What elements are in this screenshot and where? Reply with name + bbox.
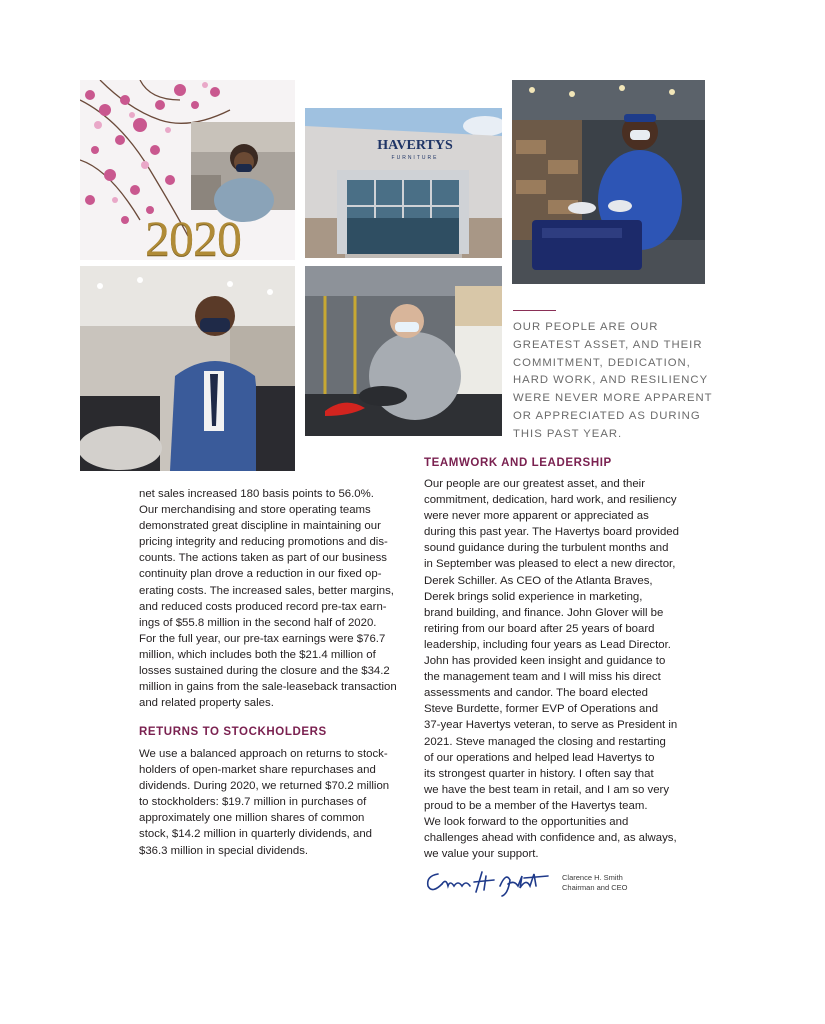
returns-paragraph: We use a balanced approach on returns to stock- holders of open-market share repurchases and dividends. During 2020, we returned $70.2 million to stockholders: $19.7 million in purchases of approximately one million shares of common stock, $14.2 million in quarterly dividends, and $36.3 million in special dividends.	[139, 748, 390, 857]
intro-paragraph: net sales increased 180 basis points to 56.0%. Our merchandising and store operating teams demonstrated great discipline in maintaining our pricing integrity and reducing promotions and dis- counts. The actions taken as part of our business continuity plan drove a reduction in our fixed op- erating costs. The increased sales, better margins, and reduced costs produced record pre-tax earn- ings of $55.8 million in the second half of 2020. For the full year, our pre-tax earnings were $76.7 million, which includes both the $21.4 million of losses sustained during the closure and the $34.2 million in gains from the sale-leaseback transaction and related property sales.	[139, 488, 397, 710]
storefront-illustration	[305, 108, 502, 258]
distribution-worker-photo	[305, 266, 502, 436]
distribution-worker-illustration	[305, 266, 502, 436]
storefront-photo	[305, 108, 502, 258]
storefront-sign: HAVERTYS	[377, 138, 453, 153]
pull-quote-rule	[513, 310, 556, 311]
signature-image	[424, 866, 554, 898]
returns-heading: RETURNS TO STOCKHOLDERS	[139, 726, 327, 738]
signatory-title: Chairman and CEO	[562, 883, 628, 892]
pull-quote: OUR PEOPLE ARE OUR GREATEST ASSET, AND THEIR COMMITMENT, DEDICATION, HARD WORK, AND RESILIENCY WERE NEVER MORE APPARENT OR APPRECIATED AS DURING THIS PAST YEAR.	[513, 321, 713, 440]
teamwork-paragraph: Our people are our greatest asset, and their commitment, dedication, hard work, and resiliency were never more apparent or appreciated as during this past year. The Havertys board provided sound guidance during the turbulent months and in September was pleased to elect a new director, Derek Schiller. As CEO of the Atlanta Braves, Derek brings solid experience in marketing, brand building, and finance. John Glover will be retiring from our board after 25 years of board leadership, including four years as Lead Director. John has provided keen insight and guidance to the management team and I will miss his direct assessments and candor. The board elected Steve Burdette, former EVP of Operations and 37-year Havertys veteran, to serve as President in 2021. Steve managed the closing and restarting of our operations and helped lead Havertys to its strongest quarter in history. I often say that we have the best team in retail, and I am so very proud to be a member of the Havertys team. We look forward to the opportunities and challenges ahead with confidence and, as always, we value your support.	[424, 478, 679, 861]
signatory-name: Clarence H. Smith	[562, 873, 623, 882]
warehouse-worker-photo	[512, 80, 705, 284]
warehouse-worker-illustration	[512, 80, 705, 284]
year-title: 2020	[145, 210, 241, 266]
signature-scribble	[424, 866, 554, 898]
sales-associate-photo	[80, 266, 295, 471]
sales-associate-illustration	[80, 266, 295, 471]
storefront-subsign: FURNITURE	[391, 155, 439, 161]
teamwork-heading: TEAMWORK AND LEADERSHIP	[424, 457, 612, 469]
